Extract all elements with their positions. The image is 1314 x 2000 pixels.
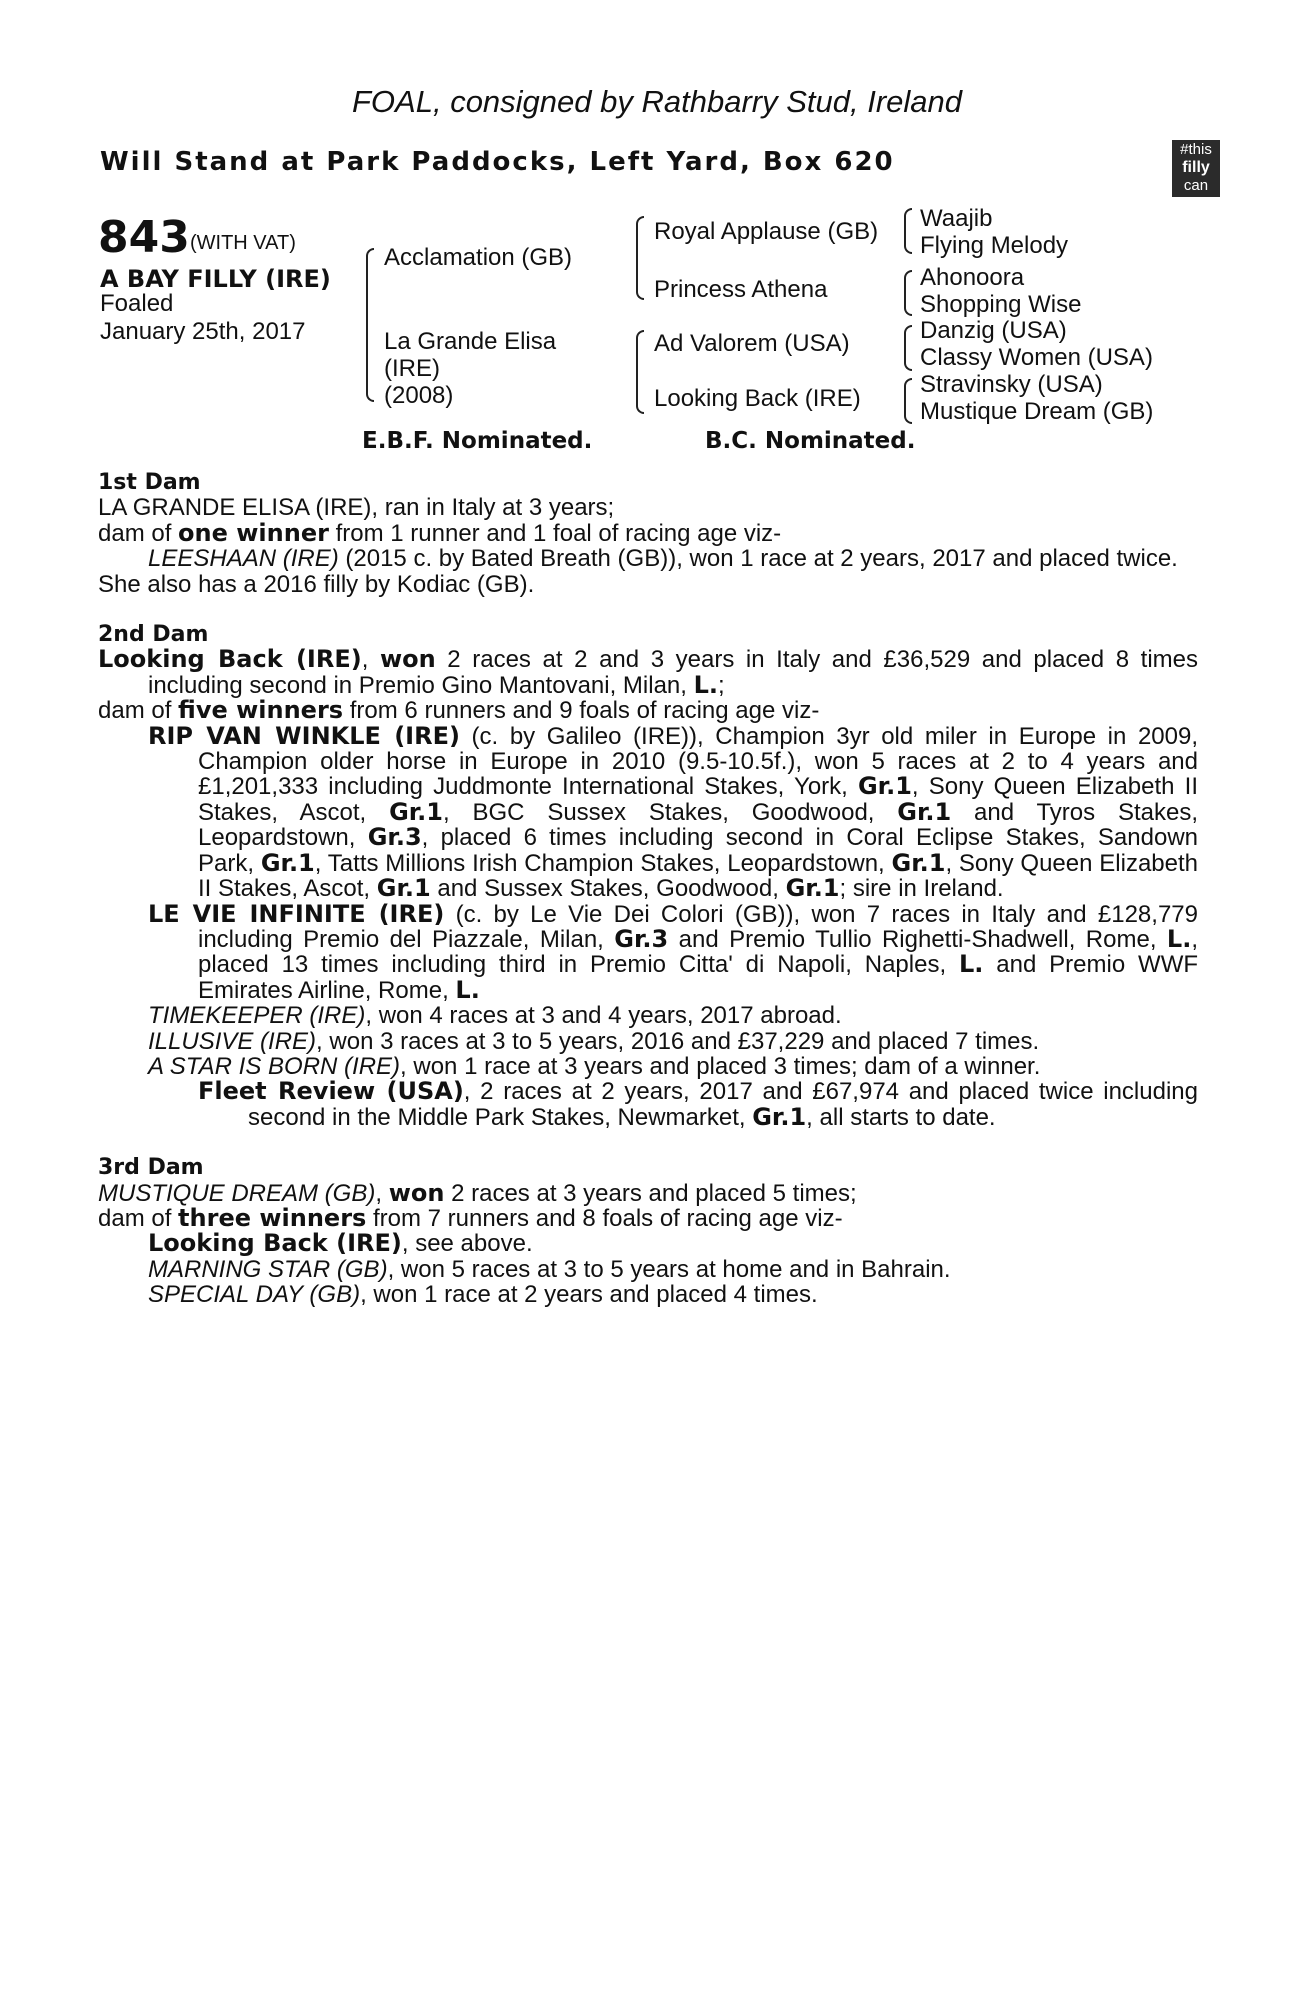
dam-line-3: (2008) (384, 382, 454, 409)
produce-fleet-review: Fleet Review (USA), 2 races at 2 years, 2017 and £67,974 and placed twice including second in the Middle Park Stakes, Newmarket, Gr.1, all starts to date. (198, 1077, 1198, 1131)
brace-g2 (904, 270, 912, 316)
produce-a-star-is-born: A STAR IS BORN (IRE), won 1 race at 3 years and placed 3 times; dam of a winner. (148, 1052, 1041, 1080)
produce-illusive: ILLUSIVE (IRE), won 3 races at 3 to 5 years, 2016 and £37,229 and placed 7 times. (148, 1027, 1040, 1055)
second-dam-heading: 2nd Dam (98, 622, 209, 648)
produce-looking-back: Looking Back (IRE), see above. (148, 1229, 533, 1258)
dam-sire: Ad Valorem (USA) (654, 330, 850, 357)
pedigree-brace-sire (636, 216, 644, 300)
third-dam-line: MUSTIQUE DREAM (GB), won 2 races at 3 years and placed 5 times; (98, 1178, 857, 1207)
second-dam-produce-summary: dam of five winners from 6 runners and 9 foals of racing age viz- (98, 696, 820, 725)
dam-line-2: (IRE) (384, 355, 440, 382)
ebf-nominated: E.B.F. Nominated. (362, 428, 593, 454)
g-ssd: Flying Melody (920, 232, 1069, 259)
foaled-info (100, 290, 340, 346)
sire: Acclamation (GB) (384, 244, 573, 271)
consignor-line: FOAL, consigned by Rathbarry Stud, Ireland (352, 84, 962, 119)
dam-line-1: La Grande Elisa (384, 328, 557, 355)
g-sds: Ahonoora (920, 264, 1025, 291)
g-sdd: Shopping Wise (920, 291, 1082, 318)
stand-location: Will Stand at Park Paddocks, Left Yard, Box 620 (100, 147, 895, 177)
produce-special-day: SPECIAL DAY (GB), won 1 race at 2 years and placed 4 times. (148, 1281, 818, 1309)
horse-name: A BAY FILLY (IRE) (100, 265, 331, 293)
first-dam-note: She also has a 2016 filly by Kodiac (GB). (98, 570, 535, 598)
g-dss: Danzig (USA) (920, 317, 1067, 344)
sire-dam: Princess Athena (654, 276, 828, 303)
badge-text-3: can (1183, 177, 1209, 194)
brace-g1 (904, 208, 912, 254)
first-dam-produce-summary: dam of one winner from 1 runner and 1 foal of racing age viz- (98, 518, 782, 547)
catalogue-text (98, 470, 1198, 1308)
pedigree-brace-main (366, 248, 374, 402)
brace-g4 (904, 378, 912, 424)
first-dam-line: LA GRANDE ELISA (IRE), ran in Italy at 3 years; (98, 494, 615, 522)
third-dam-produce-summary: dam of three winners from 7 runners and 8 foals of racing age viz- (98, 1203, 843, 1232)
foaled-date: January 25th, 2017 (100, 318, 306, 345)
badge-text-1: #this (1180, 141, 1212, 158)
badge-text-2: filly (1182, 159, 1210, 176)
produce-timekeeper: TIMEKEEPER (IRE), won 4 races at 3 and 4 years, 2017 abroad. (148, 1002, 842, 1030)
lot-number: 843 (98, 212, 190, 263)
third-dam-heading: 3rd Dam (98, 1155, 204, 1181)
produce-marning-star: MARNING STAR (GB), won 5 races at 3 to 5 years at home and in Bahrain. (148, 1255, 951, 1283)
produce-leeshaan: LEESHAAN (IRE) (2015 c. by Bated Breath (GB)), won 1 race at 2 years, 2017 and placed twice. (148, 545, 1178, 573)
bc-nominated: B.C. Nominated. (705, 428, 916, 454)
brace-g3 (904, 325, 912, 371)
g-sss: Waajib (920, 205, 993, 232)
foaled-label: Foaled (100, 290, 174, 317)
sire-sire: Royal Applause (GB) (654, 218, 879, 245)
produce-le-vie-infinite: LE VIE INFINITE (IRE) (c. by Le Vie Dei Colori (GB)), won 7 races in Italy and £128,779 including Premio del Piazzale, Milan, Gr.3 and Premio Tullio Righetti-Shadwell, Rome, L., placed 13 times including third in Premio Citta' di Napoli, Naples, L. and Premio WWF Emirates Airline, Rome, L. (148, 899, 1198, 1004)
first-dam-heading: 1st Dam (98, 470, 201, 495)
g-dds: Stravinsky (USA) (920, 371, 1103, 398)
second-dam-line: Looking Back (IRE), won 2 races at 2 and 3 years in Italy and £36,529 and placed 8 times including second in Premio Gino Mantovani, Milan, L.; (98, 645, 1198, 699)
vat-note: (WITH VAT) (190, 232, 296, 254)
this-filly-can-logo (1172, 140, 1220, 197)
dam-dam: Looking Back (IRE) (654, 385, 861, 412)
dam-name (384, 328, 556, 409)
produce-rip-van-winkle: RIP VAN WINKLE (IRE) (c. by Galileo (IRE)), Champion 3yr old miler in Europe in 2009, Champion older horse in Europe in 2010 (9.5-10.5f.), won 5 races at 2 to 4 years and £1,201,333 including Juddmonte International Stakes, York, Gr.1, Sony Queen Elizabeth II Stakes, Ascot, Gr.1, BGC Sussex Stakes, Goodwood, Gr.1 and Tyros Stakes, Leopardstown, Gr.3, placed 6 times including second in Coral Eclipse Stakes, Sandown Park, Gr.1, Tatts Millions Irish Champion Stakes, Leopardstown, Gr.1, Sony Queen Elizabeth II Stakes, Ascot, Gr.1 and Sussex Stakes, Goodwood, Gr.1; sire in Ireland. (148, 721, 1199, 903)
g-ddd: Mustique Dream (GB) (920, 398, 1154, 425)
pedigree-brace-dam (636, 330, 644, 414)
g-dsd: Classy Women (USA) (920, 344, 1153, 371)
